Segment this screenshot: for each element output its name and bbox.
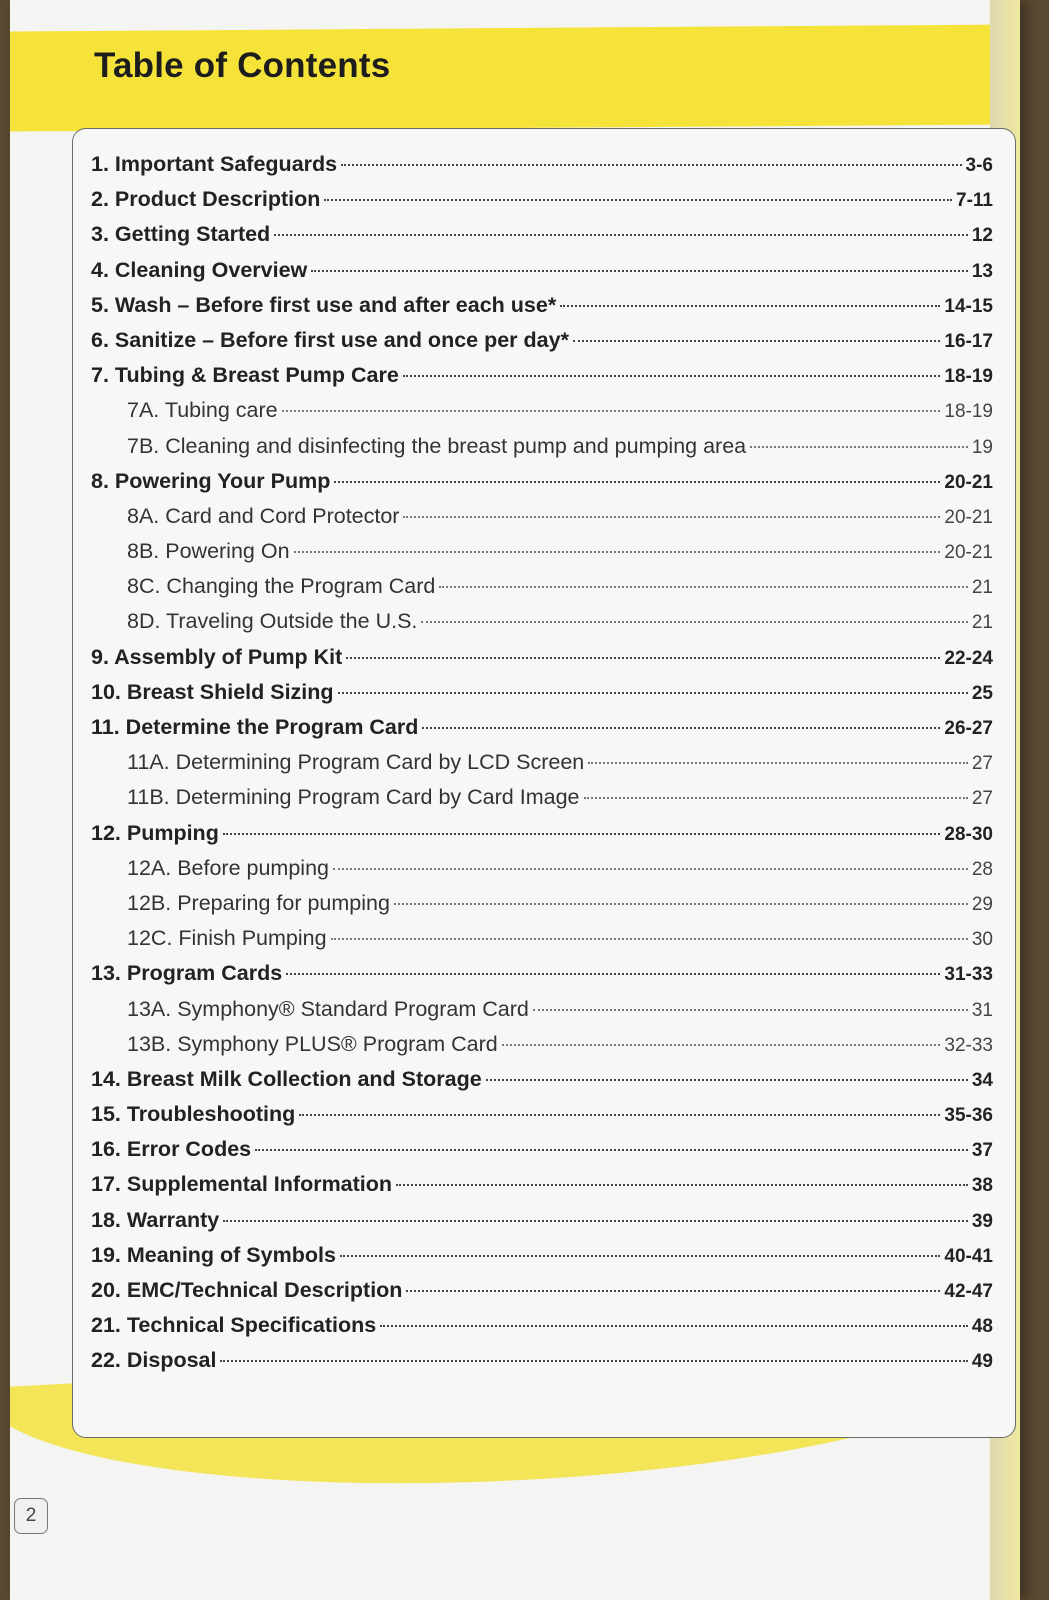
toc-section-entry [91,956,993,991]
toc-section-entry [91,358,993,393]
toc-dot-leader [533,1009,968,1011]
toc-entry-label: 17. Supplemental Information [91,1172,393,1197]
manual-page [10,0,1020,1600]
toc-entry-pages: 32-33 [944,1034,993,1056]
toc-entry-pages: 42-47 [944,1281,993,1302]
toc-entry-pages: 30 [971,929,993,951]
toc-dot-leader [333,868,968,870]
toc-section-entry [91,1238,993,1273]
toc-box [72,128,1016,1438]
toc-dot-leader [396,1184,968,1186]
toc-entry-pages: 7-11 [956,190,993,212]
toc-entry-label: 21. Technical Specifications [91,1313,377,1338]
toc-entry-pages: 3-6 [965,155,993,176]
toc-entry-pages: 18-19 [944,401,993,423]
toc-entry-label: 6. Sanitize – Before first use and once per day* [91,327,569,352]
toc-dot-leader [502,1044,941,1046]
toc-entry-pages: 13 [971,260,993,282]
toc-subsection-entry [91,851,993,886]
toc-dot-leader [223,833,941,835]
page-title: Table of Contents [94,46,391,85]
toc-dot-leader [403,516,940,518]
toc-entry-label: 5. Wash – Before first use and after each use* [91,292,557,317]
toc-dot-leader [584,797,968,799]
toc-entry-label: 11B. Determining Program Card by Card Image [127,785,580,810]
toc-entry-label: 11. Determine the Program Card [91,715,419,739]
toc-dot-leader [560,305,940,307]
toc-entry-pages: 29 [971,893,993,915]
toc-entry-label: 13B. Symphony PLUS® Program Card [127,1031,498,1056]
toc-entry-label: 10. Breast Shield Sizing [91,679,334,704]
toc-entry-pages: 48 [971,1316,993,1338]
toc-dot-leader [274,234,968,236]
toc-entry-pages: 28 [971,858,993,880]
toc-dot-leader [750,446,968,448]
toc-entry-pages: 34 [971,1069,993,1091]
toc-entry-label: 12C. Finish Pumping [127,926,327,951]
toc-section-entry [91,1343,993,1378]
toc-entry-pages: 25 [971,682,993,704]
toc-dot-leader [334,481,940,483]
toc-entry-label: 2. Product Description [91,187,321,212]
toc-entry-pages: 31-33 [944,964,993,986]
toc-entry-pages: 35-36 [944,1105,993,1127]
toc-entry-label: 20. EMC/Technical Description [91,1278,403,1302]
page-number-badge: 2 [14,1498,48,1534]
toc-section-entry [91,1308,993,1343]
toc-section-entry [91,288,993,323]
toc-entry-pages: 28-30 [944,823,993,845]
toc-entry-pages: 19 [971,436,993,458]
toc-entry-label: 8. Powering Your Pump [91,468,331,493]
toc-entry-label: 16. Error Codes [91,1137,252,1162]
toc-subsection-entry [91,1027,993,1062]
toc-entry-label: 8B. Powering On [127,539,290,564]
toc-entry-pages: 14-15 [944,295,993,317]
toc-entry-label: 13. Program Cards [91,961,283,986]
toc-entry-label: 22. Disposal [91,1348,217,1373]
toc-entry-pages: 22-24 [944,647,993,669]
toc-section-entry [91,816,993,851]
toc-subsection-entry [91,604,993,639]
toc-entry-pages: 37 [971,1140,993,1162]
toc-dot-leader [340,1255,940,1257]
toc-entry-pages: 20-21 [944,542,993,564]
toc-entry-label: 13A. Symphony® Standard Program Card [127,996,529,1021]
toc-section-entry [91,147,993,182]
toc-entry-label: 12B. Preparing for pumping [127,890,390,915]
toc-entry-pages: 39 [971,1210,993,1232]
toc-dot-leader [380,1325,968,1327]
toc-entry-pages: 31 [971,999,993,1021]
toc-subsection-entry [91,429,993,464]
toc-dot-leader [439,586,968,588]
toc-subsection-entry [91,534,993,569]
toc-subsection-entry [91,745,993,780]
toc-section-entry [91,1132,993,1167]
toc-dot-leader [573,340,940,342]
toc-list [91,147,993,1379]
toc-entry-pages: 16-17 [944,330,993,352]
toc-subsection-entry [91,886,993,921]
toc-dot-leader [331,938,968,940]
toc-dot-leader [220,1360,967,1362]
toc-entry-pages: 40-41 [944,1245,993,1267]
toc-dot-leader [421,621,967,623]
toc-section-entry [91,253,993,288]
toc-section-entry [91,217,993,252]
toc-dot-leader [324,199,952,201]
toc-entry-label: 12. Pumping [91,820,219,845]
toc-subsection-entry [91,499,993,534]
toc-entry-pages: 49 [971,1351,993,1373]
toc-section-entry [91,1062,993,1097]
toc-entry-pages: 18-19 [944,366,993,388]
toc-entry-pages: 20-21 [944,506,993,528]
toc-entry-label: 3. Getting Started [91,222,271,247]
toc-section-entry [91,1273,993,1308]
toc-subsection-entry [91,393,993,428]
toc-section-entry [91,323,993,358]
toc-dot-leader [341,164,961,166]
toc-entry-label: 15. Troubleshooting [91,1102,296,1127]
toc-entry-label: 4. Cleaning Overview [91,257,308,282]
toc-entry-label: 11A. Determining Program Card by LCD Screen [127,750,585,775]
toc-entry-label: 8C. Changing the Program Card [127,574,436,599]
toc-subsection-entry [91,921,993,956]
toc-dot-leader [223,1220,968,1222]
toc-dot-leader [394,903,968,905]
toc-entry-pages: 21 [971,577,993,599]
toc-section-entry [91,1203,993,1238]
toc-entry-label: 8D. Traveling Outside the U.S. [127,609,418,634]
toc-dot-leader [255,1149,968,1151]
toc-entry-label: 1. Important Safeguards [91,152,338,176]
toc-entry-label: 7. Tubing & Breast Pump Care [91,363,399,388]
toc-entry-pages: 27 [971,788,993,810]
toc-section-entry [91,182,993,217]
toc-entry-label: 7B. Cleaning and disinfecting the breast pump and pumping area [127,433,747,458]
toc-dot-leader [422,727,940,729]
toc-section-entry [91,675,993,710]
toc-subsection-entry [91,992,993,1027]
toc-entry-pages: 21 [971,612,993,634]
toc-section-entry [91,640,993,675]
toc-entry-pages: 12 [971,225,993,247]
toc-section-entry [91,1097,993,1132]
toc-entry-pages: 38 [971,1175,993,1197]
toc-entry-label: 19. Meaning of Symbols [91,1242,336,1267]
toc-dot-leader [346,657,940,659]
toc-dot-leader [286,973,940,975]
toc-dot-leader [294,551,941,553]
toc-dot-leader [486,1079,968,1081]
toc-entry-label: 8A. Card and Cord Protector [127,503,400,528]
toc-section-entry [91,1167,993,1202]
toc-dot-leader [338,692,968,694]
toc-entry-pages: 27 [971,753,993,775]
toc-entry-label: 9. Assembly of Pump Kit [91,644,343,669]
toc-dot-leader [588,762,968,764]
toc-entry-label: 14. Breast Milk Collection and Storage [91,1066,482,1091]
toc-entry-label: 7A. Tubing care [127,398,278,423]
toc-subsection-entry [91,569,993,604]
toc-section-entry [91,464,993,499]
toc-section-entry [91,710,993,745]
toc-entry-pages: 20-21 [944,471,993,493]
toc-dot-leader [406,1290,940,1292]
toc-dot-leader [311,270,968,272]
toc-entry-label: 12A. Before pumping [127,855,329,880]
toc-entry-pages: 26-27 [944,718,993,739]
toc-entry-label: 18. Warranty [91,1207,220,1232]
toc-subsection-entry [91,780,993,815]
toc-dot-leader [282,410,941,412]
toc-dot-leader [299,1114,940,1116]
toc-dot-leader [403,375,941,377]
